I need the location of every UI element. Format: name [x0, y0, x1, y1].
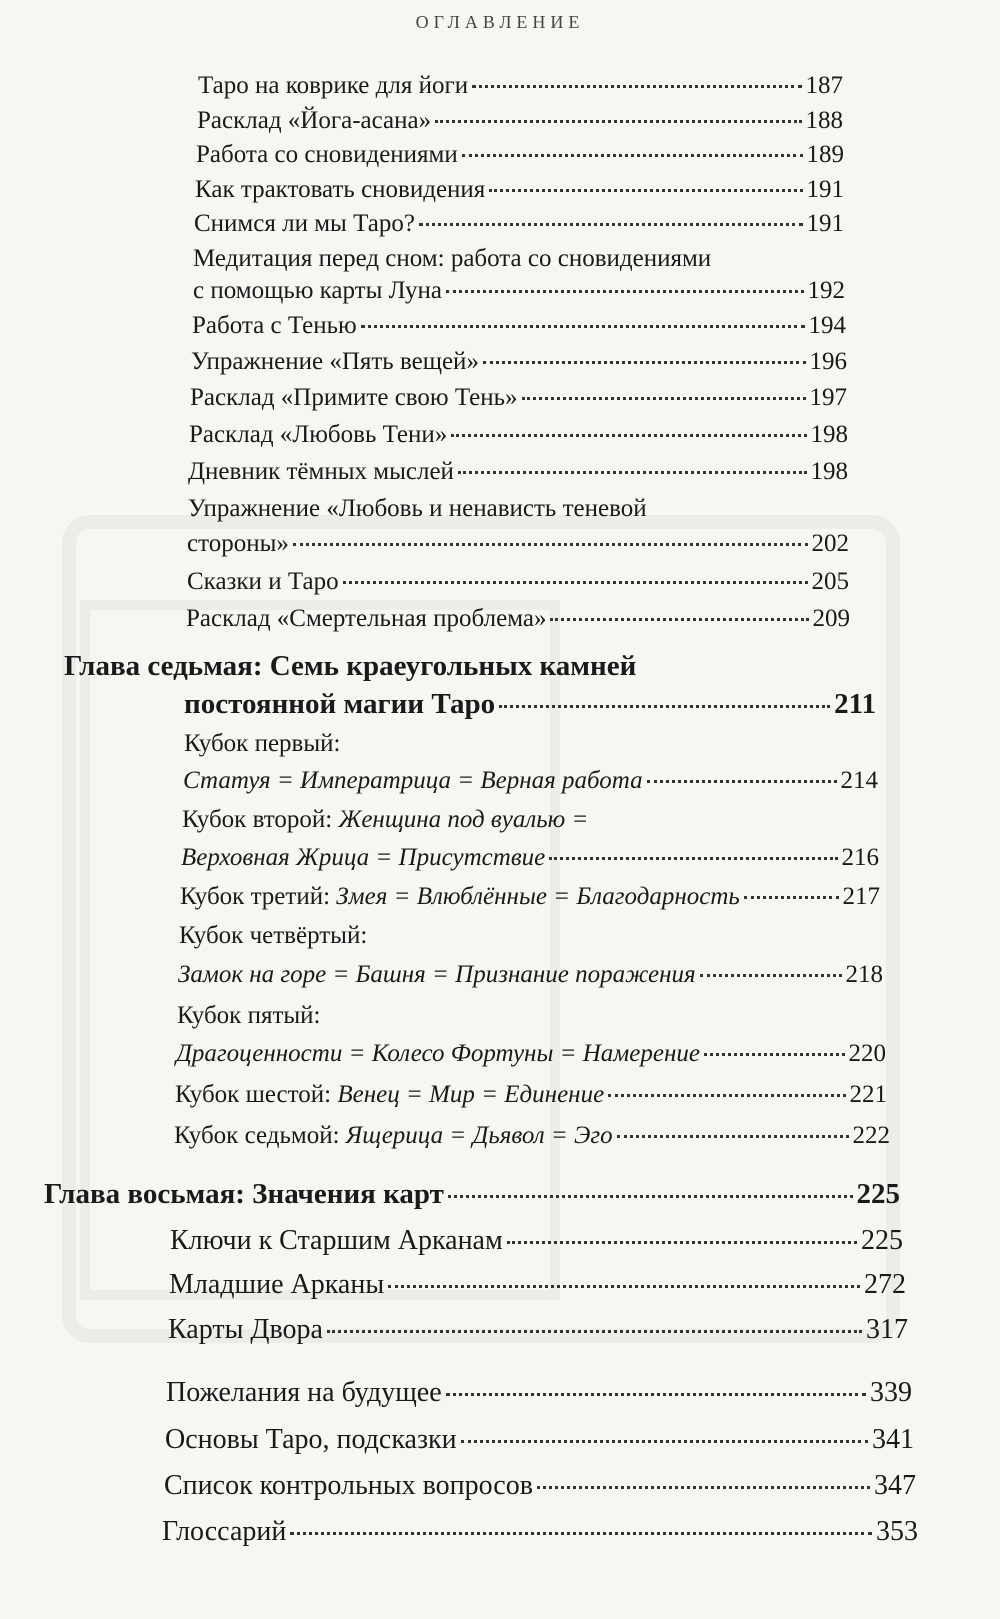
- chapter-seven-page: 211: [834, 688, 876, 720]
- toc-entry: [168, 1314, 908, 1346]
- leader-dots: [507, 1241, 857, 1244]
- toc-entry-page: 341: [872, 1424, 914, 1455]
- cup-label: Кубок четвёртый:: [179, 922, 368, 949]
- toc-entry-title: Глоссарий: [162, 1516, 287, 1547]
- chapter-eight-heading: [44, 1178, 900, 1211]
- cup-entry-page: 217: [842, 883, 880, 910]
- toc-entry-title: Таро на коврике для йоги: [198, 72, 469, 99]
- leader-dots: [549, 857, 837, 860]
- toc-entry-page: 272: [864, 1269, 906, 1300]
- toc-entry-page: 192: [807, 277, 845, 304]
- cup-entry: [180, 883, 880, 911]
- toc-entry-title: Упражнение «Пять вещей»: [191, 348, 479, 375]
- cup-entry-title: [181, 844, 545, 872]
- toc-entry: [197, 107, 843, 135]
- leader-dots: [647, 780, 837, 783]
- toc-entry-page: 189: [806, 141, 844, 168]
- cup-correspondence: Змея = Влюблённые = Благодарность: [336, 883, 740, 910]
- leader-dots: [327, 1330, 862, 1333]
- chapter-seven-heading: Глава седьмая: Семь краеугольных камней: [64, 650, 637, 682]
- cup-entry: [183, 767, 878, 795]
- cup-entry: [178, 961, 883, 989]
- leader-dots: [388, 1285, 860, 1288]
- toc-entry-title: Ключи к Старшим Арканам: [170, 1225, 503, 1256]
- chapter-eight-page: 225: [856, 1178, 900, 1210]
- toc-entry: [169, 1269, 906, 1301]
- leader-dots: [361, 325, 805, 328]
- toc-entry-title-line2: стороны»: [187, 530, 289, 557]
- cup-entry-title: [178, 961, 696, 989]
- chapter-seven-heading-line2: [184, 688, 876, 721]
- cup-prefix: Кубок третий:: [180, 883, 337, 910]
- toc-entry: [187, 530, 849, 558]
- toc-entry: [166, 1377, 912, 1409]
- toc-entry-page: 198: [810, 421, 848, 448]
- toc-entry: [195, 176, 844, 204]
- toc-entry-page: 205: [811, 568, 849, 595]
- cup-correspondence: Статуя = Императрица = Верная работа: [183, 767, 643, 794]
- toc-entry-title: Основы Таро, подсказки: [165, 1424, 457, 1455]
- toc-entry-title: Пожелания на будущее: [166, 1377, 442, 1408]
- cup-prefix: Кубок шестой:: [175, 1081, 338, 1108]
- toc-entry: [164, 1470, 916, 1502]
- toc-entry-title: Младшие Арканы: [169, 1269, 385, 1300]
- toc-entry: [189, 421, 848, 449]
- leader-dots: [617, 1135, 849, 1138]
- leader-dots: [608, 1094, 845, 1097]
- leader-dots: [343, 581, 808, 584]
- running-header: ОГЛАВЛЕНИЕ: [415, 12, 585, 32]
- toc-entry: [194, 210, 844, 238]
- toc-entry-title: Работа с Тенью: [192, 312, 357, 339]
- leader-dots: [700, 974, 842, 977]
- toc-entry-page: 317: [866, 1314, 908, 1345]
- toc-entry: [188, 458, 848, 486]
- toc-entry-title: Сказки и Таро: [187, 568, 339, 595]
- cup-entry-title: [175, 1081, 604, 1109]
- cup-correspondence: Ящерица = Дьявол = Эго: [345, 1122, 613, 1149]
- leader-dots: [472, 85, 801, 88]
- leader-dots: [489, 189, 802, 192]
- leader-dots: [461, 1440, 868, 1443]
- toc-entry-page: 194: [808, 312, 846, 339]
- leader-dots: [462, 154, 803, 157]
- cup-entry-title: [180, 883, 740, 911]
- leader-dots: [499, 705, 830, 708]
- cup-entry-title: [176, 1040, 700, 1068]
- chapter-seven-title: постоянной магии Таро: [184, 688, 496, 720]
- leader-dots: [419, 223, 803, 226]
- cup-correspondence: Венец = Мир = Единение: [337, 1081, 605, 1108]
- cup-entry-page: 222: [852, 1122, 890, 1149]
- toc-entry-title: Список контрольных вопросов: [164, 1470, 533, 1501]
- toc-entry-page: 197: [809, 384, 847, 411]
- leader-dots: [451, 434, 806, 437]
- toc-entry: [170, 1225, 903, 1257]
- leader-dots: [550, 618, 808, 621]
- cup-correspondence: Драгоценности = Колесо Фортуны = Намерение: [176, 1040, 700, 1067]
- cup-entry-page: 220: [848, 1040, 886, 1067]
- cup-entry-page: 221: [849, 1081, 887, 1108]
- toc-entry: [191, 348, 847, 376]
- cup-entry-page: 216: [841, 844, 879, 871]
- cup-entry: [175, 1081, 887, 1109]
- cup-correspondence: Верховная Жрица = Присутствие: [181, 844, 546, 871]
- cup-correspondence-line1: Женщина под вуалью =: [338, 806, 589, 833]
- cup-entry-page: 214: [840, 767, 878, 794]
- toc-entry-page: 347: [874, 1470, 916, 1501]
- leader-dots: [522, 397, 806, 400]
- toc-entry: [198, 72, 843, 100]
- toc-entry-page: 202: [811, 530, 849, 557]
- toc-entry-page: 188: [805, 107, 843, 134]
- leader-dots: [446, 290, 804, 293]
- toc-entry: [186, 605, 850, 633]
- toc-entry-page: 209: [812, 605, 850, 632]
- cup-entry-title: [183, 767, 643, 795]
- leader-dots: [290, 1532, 872, 1535]
- toc-entry: [192, 312, 846, 340]
- leader-dots: [458, 471, 807, 474]
- leader-dots: [448, 1195, 853, 1198]
- toc-entry-title: Работа со сновидениями: [196, 141, 458, 168]
- cup-label: Кубок пятый:: [177, 1002, 321, 1029]
- cup-entry: [176, 1040, 886, 1068]
- leader-dots: [446, 1393, 866, 1396]
- toc-entry: [162, 1516, 918, 1548]
- toc-entry-page: 339: [870, 1377, 912, 1408]
- toc-entry: [193, 277, 845, 305]
- toc-entry-page: 187: [805, 72, 843, 99]
- cup-entry: [181, 844, 879, 872]
- toc-entry-title: Карты Двора: [168, 1314, 323, 1345]
- toc-entry-page: 198: [810, 458, 848, 485]
- toc-entry: [190, 384, 847, 412]
- leader-dots: [435, 120, 801, 123]
- cup-prefix: Кубок второй:: [182, 806, 339, 833]
- cup-label: [182, 806, 588, 834]
- leader-dots: [483, 361, 806, 364]
- toc-entry-title: Снимся ли мы Таро?: [194, 210, 415, 237]
- toc-entry: [187, 568, 849, 596]
- toc-entry-title-line1: Упражнение «Любовь и ненависть теневой: [188, 495, 647, 522]
- cup-entry-title: [174, 1122, 613, 1150]
- cup-entry: [174, 1122, 890, 1150]
- toc-entry-title: Расклад «Примите свою Тень»: [190, 384, 518, 411]
- leader-dots: [537, 1486, 870, 1489]
- toc-entry-page: 225: [861, 1225, 903, 1256]
- toc-entry-title-line2: с помощью карты Луна: [193, 277, 442, 304]
- cup-correspondence: Замок на горе = Башня = Признание поражения: [178, 961, 696, 988]
- cup-prefix: Кубок седьмой:: [174, 1122, 346, 1149]
- toc-entry-title: Расклад «Йога-асана»: [197, 107, 432, 134]
- toc-entry-page: 353: [876, 1516, 918, 1547]
- toc-entry-page: 191: [806, 176, 844, 203]
- toc-entry-title-line1: Медитация перед сном: работа со сновидениями: [193, 245, 712, 272]
- cup-entry-page: 218: [845, 961, 883, 988]
- toc-entry-title: Расклад «Любовь Тени»: [189, 421, 448, 448]
- leader-dots: [293, 543, 808, 546]
- toc-entry: [196, 141, 844, 169]
- leader-dots: [744, 896, 839, 899]
- chapter-eight-title: Глава восьмая: Значения карт: [44, 1178, 444, 1210]
- toc-entry: [165, 1424, 914, 1456]
- leader-dots: [704, 1053, 845, 1056]
- toc-entry-title: Расклад «Смертельная проблема»: [186, 605, 547, 632]
- cup-label: Кубок первый:: [184, 730, 341, 757]
- toc-entry-title: Как трактовать сновидения: [195, 176, 486, 203]
- toc-entry-title: Дневник тёмных мыслей: [188, 458, 454, 485]
- toc-entry-page: 191: [806, 210, 844, 237]
- toc-entry-page: 196: [809, 348, 847, 375]
